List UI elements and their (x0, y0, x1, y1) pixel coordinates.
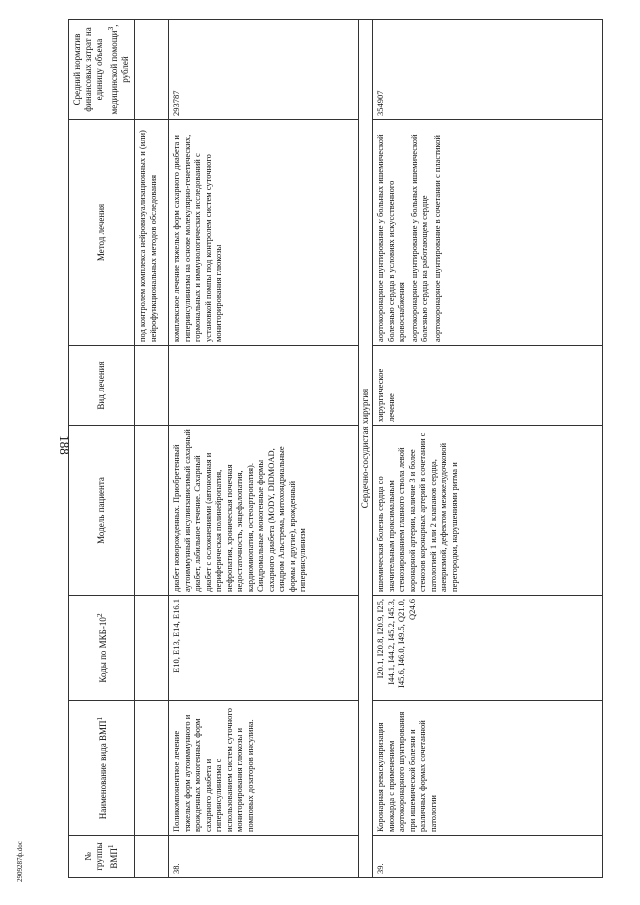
row38-kind (169, 346, 359, 426)
header-name (69, 701, 135, 836)
row38-model: диабет новорожденных. Приобретенный аутоиммунный инсулинзависимый сахарный диабет, лабильное течение. Сахарный диабет с осложнениями (автономная и периферическая полинейропатия, нефропатия, хроническая почечная недостаточность, энцефалопатия, кардиомиопатия, остеоартропатия). Синдромальные моногенные формы сахарного диабета (MODY, DIDMOAD, синдром Альстрема, митохондриальные формы и другие), врожденный гиперинсулинизм (169, 426, 359, 596)
row39-kind: хирургическое лечение (373, 346, 603, 426)
cont-model-cell (135, 426, 169, 596)
row39-method-item: аортокоронарное шунтирование у больных ишемической болезнью сердца в условиях искусственного кровоснабжения (375, 134, 406, 342)
footer-filename: 2909287ф.doc (16, 841, 24, 882)
header-cost-text: Средний норматив финансовых затрат на единицу объема медицинской помощи (72, 27, 119, 115)
row38-number: 38. (169, 836, 359, 878)
row39-model: ишемическая болезнь сердца со значительным проксимальным стенозированием главного ствола левой коронарной артерии, наличие 3 и более стенозов коронарных артерий в сочетании с патологией 1 или 2 клапанов сердца, аневризмой, дефектом межжелудочковой перегородки, нарушениями ритма и (373, 426, 603, 596)
row38-name: Поликомпонентное лечение тяжелых форм аутоиммунного и врожденных моногенных форм сахарного диабета и гиперинсулинизма с использованием систем суточного мониторирования глюкозы и помповых дозаторов инсулина. (169, 701, 359, 836)
row38-codes: E10, E13, E14, E16.1 (169, 596, 359, 701)
row38-cost: 293787 (169, 20, 359, 120)
header-name-sup: 1 (95, 716, 104, 721)
vmp-table (68, 19, 603, 878)
row39-method (373, 120, 603, 346)
table-row-continuation (135, 20, 169, 878)
page-number: 188 (57, 435, 72, 455)
row39-name: Коронарная реваскуляризация миокарда с применением аортокоронарного шунтирования при ишемической болезни и различных формах сочетанной патологии (373, 701, 603, 836)
header-codes-sup: 2 (95, 613, 104, 618)
header-method (69, 120, 135, 346)
header-cost-unit: , рублей (109, 24, 130, 83)
cont-codes-cell (135, 596, 169, 701)
cont-number-cell (135, 836, 169, 878)
row39-cost: 354907 (373, 20, 603, 120)
row39-method-item: аортокоронарное шунтирование в сочетании с пластикой (431, 135, 442, 342)
cont-cost-cell (135, 20, 169, 120)
cont-kind-cell (135, 346, 169, 426)
cont-name-cell (135, 701, 169, 836)
header-name-text: Наименование вида ВМП (98, 720, 108, 820)
table-row-38 (169, 20, 359, 878)
header-model-text: Модель пациента (96, 477, 106, 544)
table-area (68, 20, 605, 878)
header-method-text: Метод лечения (96, 203, 106, 262)
section-row (359, 20, 373, 878)
header-cost-sup: 3 (106, 26, 115, 31)
table-row-39 (373, 20, 603, 878)
header-kind-text: Вид лечения (96, 361, 106, 410)
row39-codes: I20.1, I20.8, I20.9, I25, I44.1, I44.2, I45.2, I45.3, I45.6, I46.0, I49.5, Q21.0, Q24.6 (373, 596, 603, 701)
header-row (69, 20, 135, 878)
header-number-text: № группы ВМП (83, 842, 119, 871)
header-kind (69, 346, 135, 426)
row39-method-item: аортокоронарное шунтирование у больных ишемической болезнью сердца на работающем сердце (408, 134, 429, 342)
row39-number: 39. (373, 836, 603, 878)
header-number-sup: 1 (106, 844, 115, 849)
header-model (69, 426, 135, 596)
header-number (69, 836, 135, 878)
section-title: Сердечно-сосудистая хирургия (359, 20, 373, 878)
rotated-table-container (68, 20, 605, 878)
header-codes (69, 596, 135, 701)
header-codes-text: Коды по МКБ-10 (98, 617, 108, 683)
cont-method-cell: под контролем комплекса нейровизуализационных и (или) нейрофункциональных методов обследования (135, 120, 169, 346)
row38-method: комплексное лечение тяжелых форм сахарного диабета и гиперинсулинизма на основе молекулярно-генетических, гормональных и иммунологических исследований с установкой помпы под контролем систем суточного мониторирования глюкозы (169, 120, 359, 346)
header-cost (69, 20, 135, 120)
